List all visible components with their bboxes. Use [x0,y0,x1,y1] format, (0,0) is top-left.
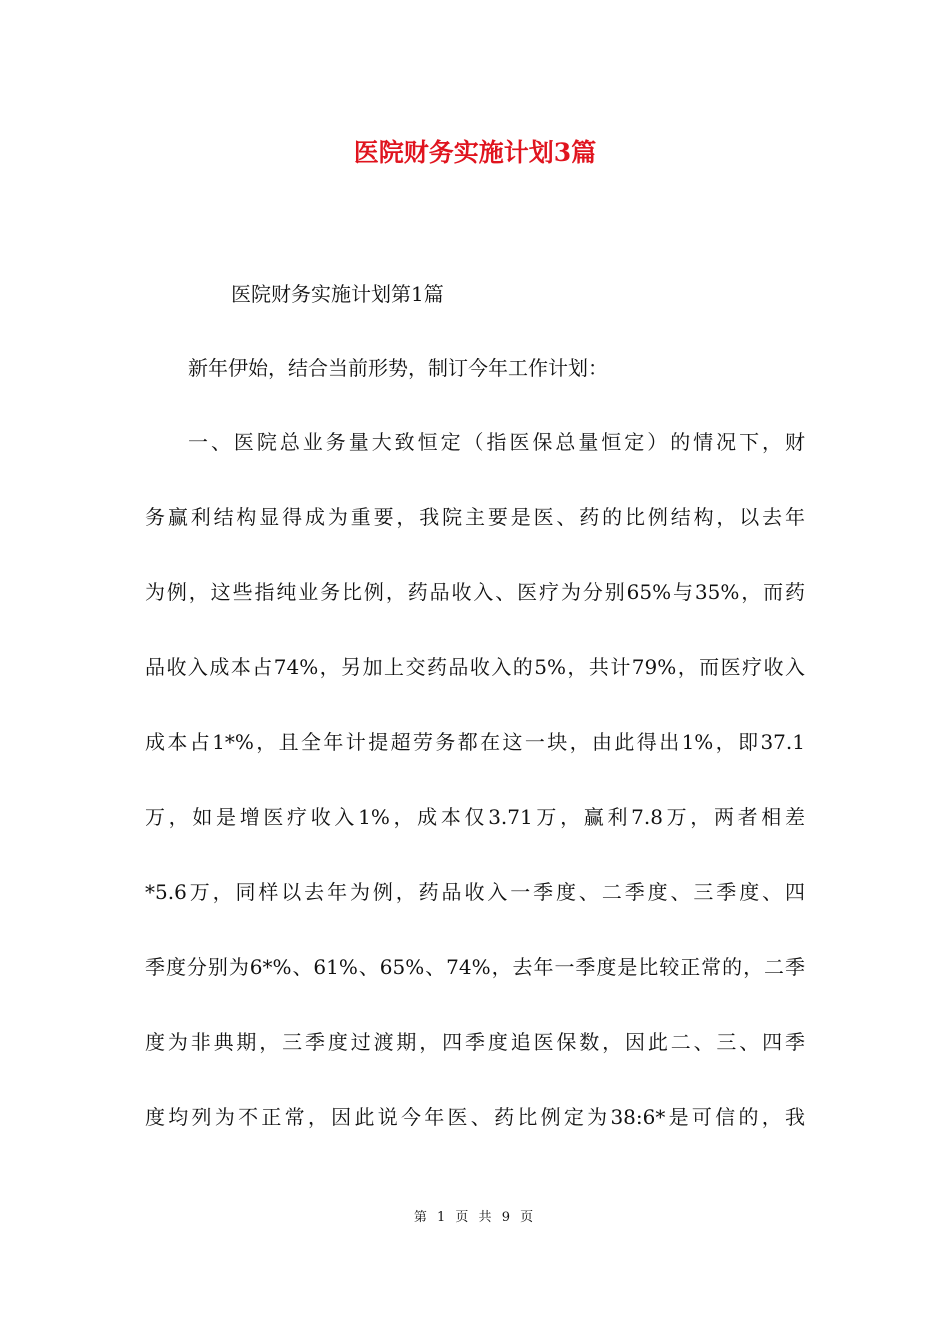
body-line: *5.6万，同样以去年为例，药品收入一季度、二季度、三季度、四 [145,880,805,904]
body-line: 季度分别为6*%、61%、65%、74%，去年一季度是比较正常的，二季 [145,955,805,979]
body-line: 万，如是增医疗收入1%，成本仅3.71万，赢利7.8万，两者相差 [145,805,805,829]
body-line: 为例，这些指纯业务比例，药品收入、医疗为分别65%与35%，而药 [145,580,805,604]
body-line: 品收入成本占74%，另加上交药品收入的5%，共计79%，而医疗收入 [145,655,805,679]
intro-paragraph: 新年伊始，结合当前形势，制订今年工作计划： [188,356,608,380]
page-footer: 第 1 页 共 9 页 [413,1210,537,1225]
document-title: 医院财务实施计划3篇 [353,138,597,167]
body-line: 务赢利结构显得成为重要，我院主要是医、药的比例结构，以去年 [145,505,805,529]
section-heading: 医院财务实施计划第1篇 [231,282,444,306]
body-line: 度均列为不正常，因此说今年医、药比例定为38:6*是可信的，我 [145,1105,805,1129]
body-line: 度为非典期，三季度过渡期，四季度追医保数，因此二、三、四季 [145,1030,805,1054]
body-line: 成本占1*%，且全年计提超劳务都在这一块，由此得出1%，即37.1 [145,730,805,754]
body-line: 一、医院总业务量大致恒定（指医保总量恒定）的情况下，财 [188,430,805,454]
body-paragraph [145,427,805,1177]
